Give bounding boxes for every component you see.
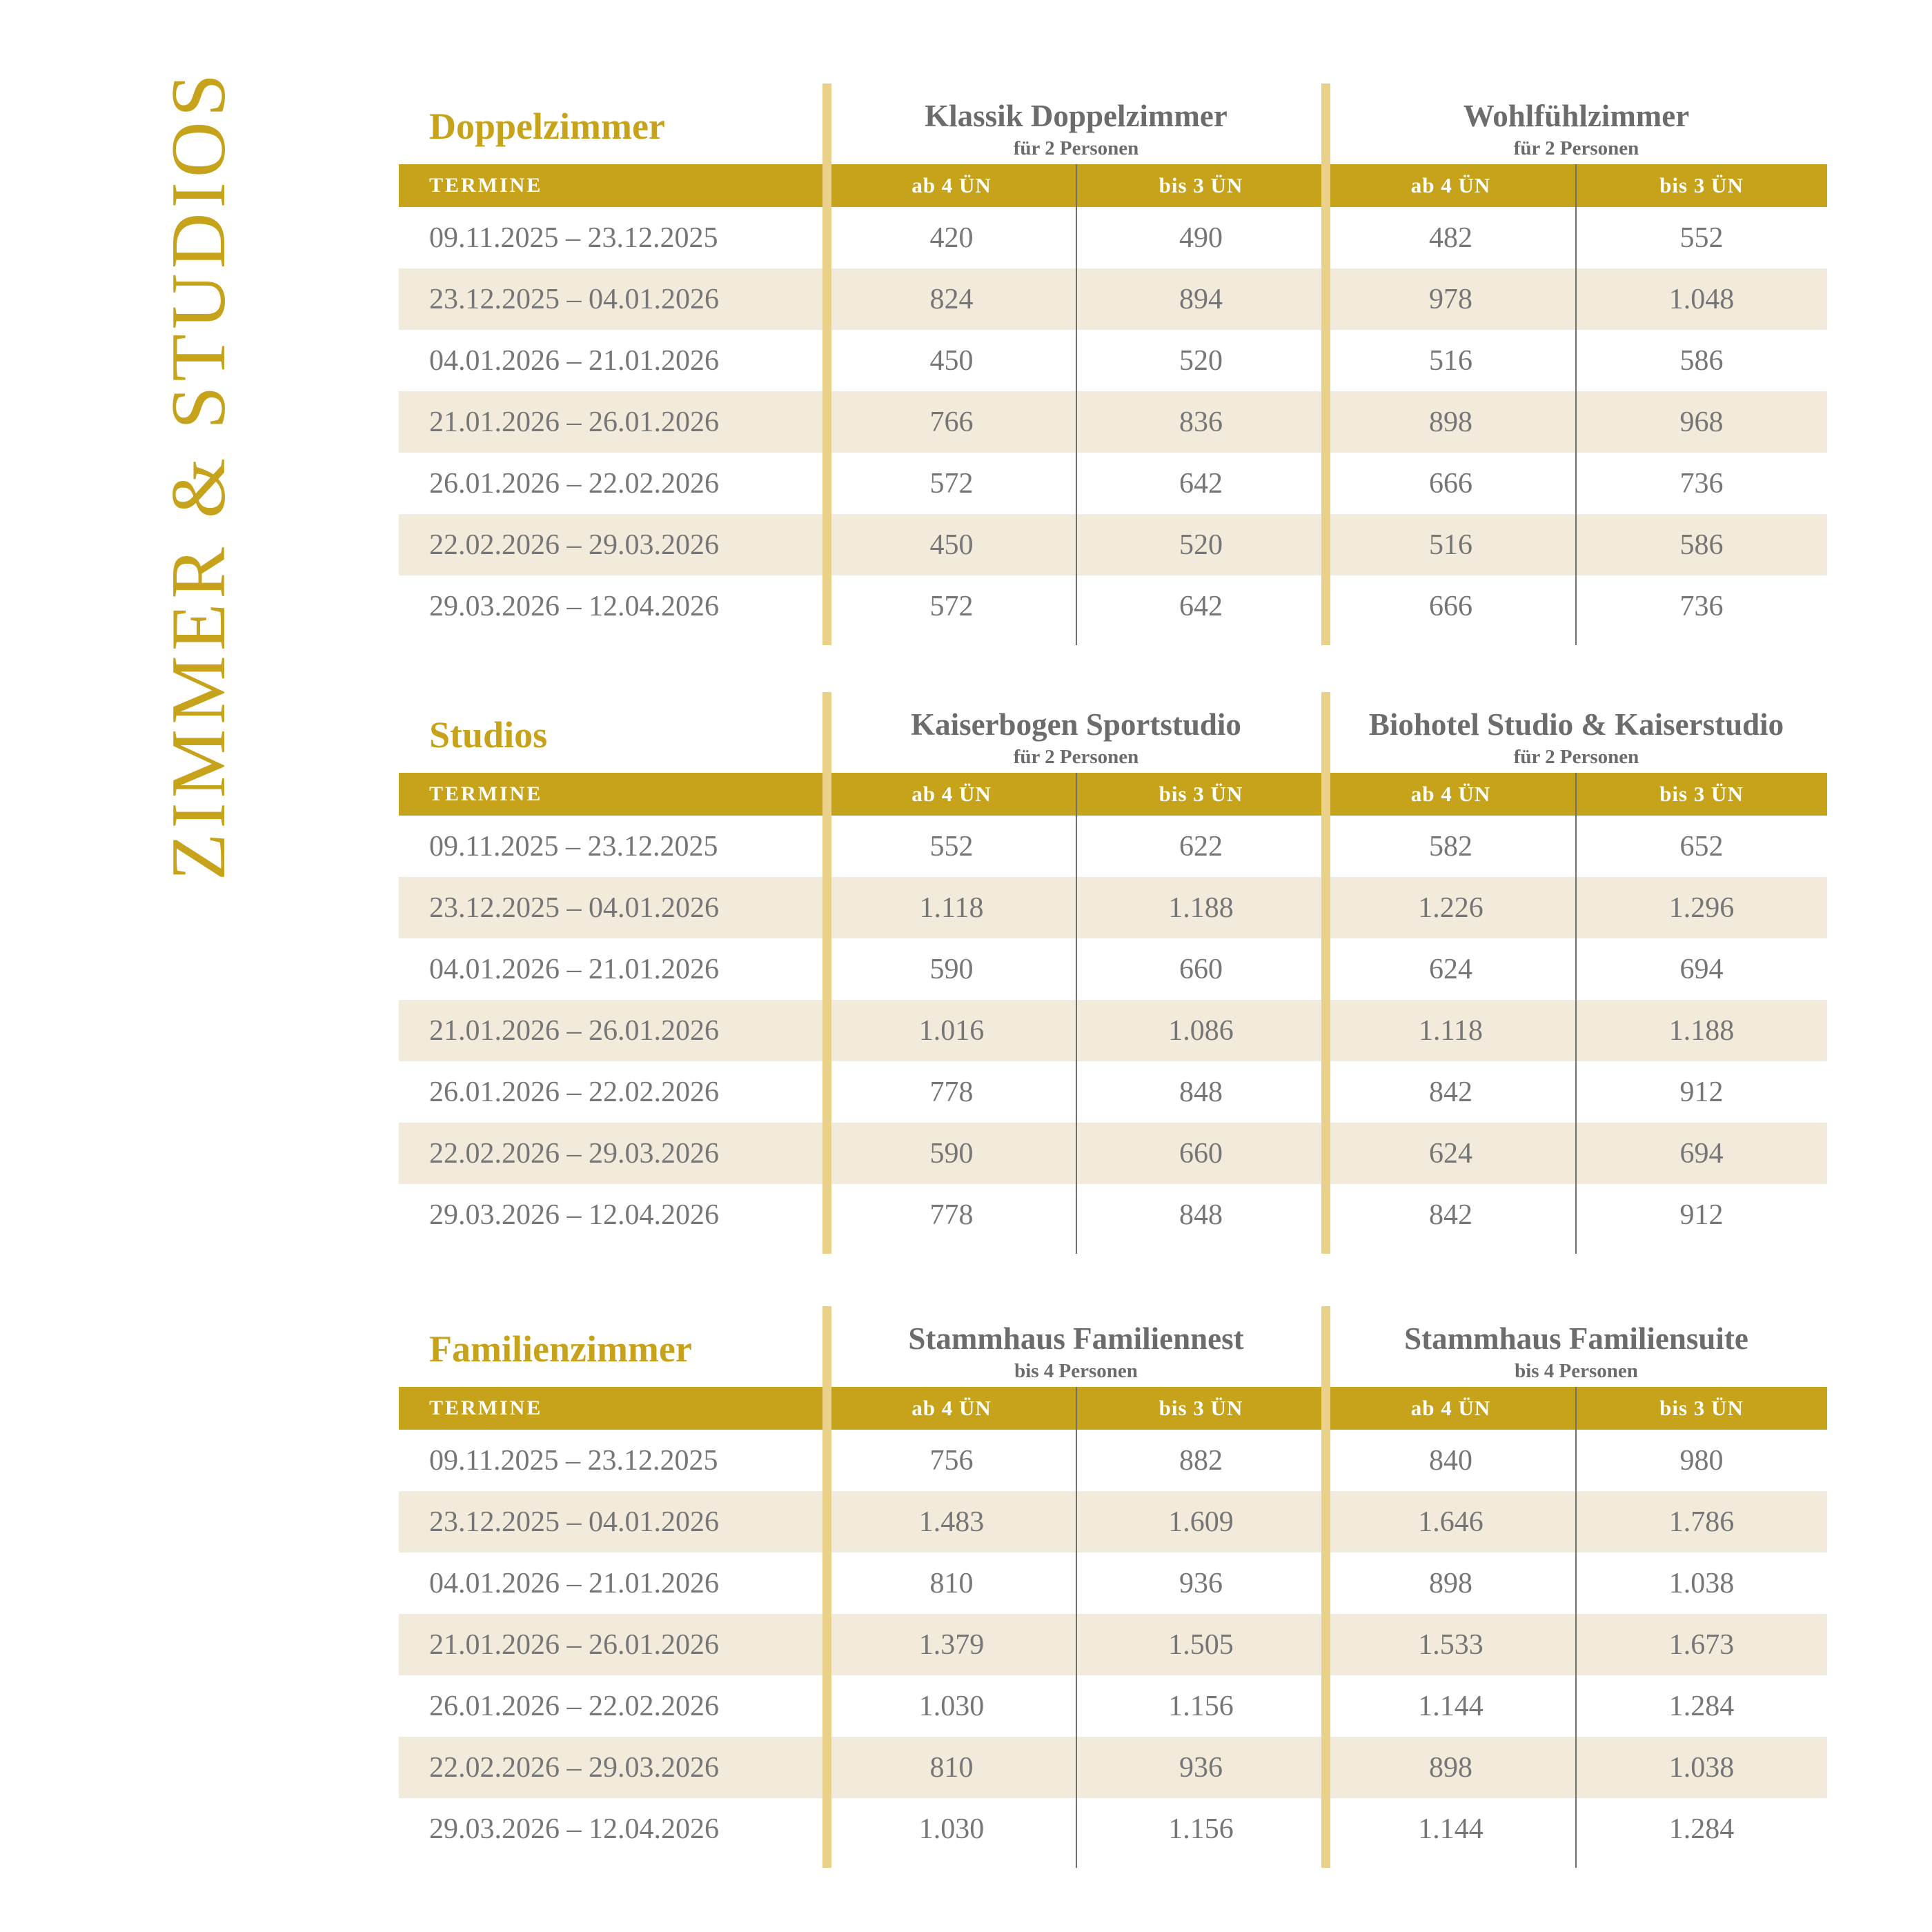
col-header-ab4: ab 4 ÜN [1410,173,1491,197]
table-row [399,1798,1827,1860]
column-group-name: Biohotel Studio & Kaiserstudio [1368,707,1784,742]
table-row [399,1123,1827,1184]
price-cell: 642 [1179,467,1223,500]
column-group-subtitle: für 2 Personen [1513,137,1639,159]
price-cell: 660 [1179,953,1223,985]
termin-cell: 23.12.2025 – 04.01.2026 [429,891,719,924]
table-title: Familienzimmer [429,1328,692,1370]
table-header-titles [399,700,1827,773]
price-cell: 624 [1429,1137,1472,1170]
termin-cell: 26.01.2026 – 22.02.2026 [429,1076,719,1108]
termin-cell: 29.03.2026 – 12.04.2026 [429,1813,719,1845]
termin-cell: 29.03.2026 – 12.04.2026 [429,590,719,622]
termine-header: TERMINE [429,1397,543,1419]
termin-cell: 21.01.2026 – 26.01.2026 [429,1014,719,1047]
price-cell: 1.646 [1418,1506,1483,1538]
price-cell: 1.118 [1419,1014,1483,1047]
divider-thin [1076,1387,1077,1868]
price-cell: 1.296 [1668,891,1735,924]
table-body [399,816,1827,1245]
table-header-bar [399,1387,1827,1430]
table-title: Doppelzimmer [429,106,665,147]
col-header-ab4: ab 4 ÜN [1410,1396,1491,1420]
price-cell: 756 [929,1444,974,1477]
price-cell: 882 [1179,1444,1223,1477]
table-section-studios [399,700,1827,1245]
termin-cell: 23.12.2025 – 04.01.2026 [429,283,719,315]
col-header-bis3: bis 3 ÜN [1159,173,1243,197]
price-cell: 516 [1429,529,1472,561]
divider-thin [1575,164,1577,645]
col-header-ab4: ab 4 ÜN [911,173,992,197]
price-cell: 968 [1679,406,1724,438]
column-group-name: Stammhaus Familiennest [908,1321,1244,1356]
price-cell: 736 [1679,590,1724,622]
table-row [399,877,1827,938]
price-cell: 660 [1179,1137,1223,1170]
price-cell: 1.118 [919,891,984,924]
column-group-name: Klassik Doppelzimmer [925,99,1228,133]
price-cell: 482 [1429,221,1472,254]
table-row [399,816,1827,877]
price-cell: 552 [1679,221,1724,254]
price-cell: 1.048 [1668,283,1735,315]
price-cell: 936 [1179,1751,1223,1784]
page-title: ZIMMER & STUDIOS [156,69,241,881]
termine-header: TERMINE [429,782,543,805]
table-row [399,1184,1827,1245]
price-cell: 736 [1679,467,1724,500]
divider-thin [1575,1387,1577,1868]
price-cell: 622 [1179,830,1223,862]
divider-thin [1575,773,1577,1254]
price-cell: 1.673 [1668,1628,1735,1661]
column-group-subtitle: für 2 Personen [1513,746,1639,768]
termine-header: TERMINE [429,174,543,197]
table-row [399,391,1827,453]
termin-cell: 22.02.2026 – 29.03.2026 [429,1751,719,1784]
table-row [399,207,1827,268]
price-cell: 590 [929,1137,974,1170]
termin-cell: 04.01.2026 – 21.01.2026 [429,344,719,377]
price-cell: 1.188 [1668,1014,1735,1047]
price-cell: 766 [929,406,974,438]
table-row [399,938,1827,1000]
price-cell: 1.609 [1168,1506,1234,1538]
column-group-1 [827,92,1325,164]
price-cell: 694 [1679,1137,1724,1170]
price-cell: 898 [1429,406,1472,438]
column-group-name: Wohlfühlzimmer [1463,99,1690,133]
table-section-doppelzimmer [399,92,1827,637]
termin-cell: 26.01.2026 – 22.02.2026 [429,1690,719,1722]
price-cell: 824 [929,283,974,315]
price-cell: 912 [1679,1076,1724,1108]
termin-cell: 04.01.2026 – 21.01.2026 [429,1567,719,1599]
price-cell: 450 [929,344,974,377]
price-cell: 1.188 [1168,891,1234,924]
price-cell: 590 [929,953,974,985]
price-cell: 516 [1429,344,1472,377]
price-cell: 420 [929,221,974,254]
price-cell: 980 [1679,1444,1724,1477]
table-section-familienzimmer [399,1314,1827,1860]
price-cell: 1.030 [918,1690,985,1722]
divider-gold [822,1306,831,1868]
col-header-bis3: bis 3 ÜN [1159,1396,1243,1420]
termin-cell: 21.01.2026 – 26.01.2026 [429,1628,719,1661]
price-cell: 642 [1179,590,1223,622]
table-header-bar [399,164,1827,207]
termin-cell: 22.02.2026 – 29.03.2026 [429,529,719,561]
price-cell: 1.086 [1168,1014,1234,1047]
table-body [399,207,1827,637]
table-row [399,453,1827,514]
table-row [399,1491,1827,1552]
price-cell: 1.144 [1418,1813,1483,1845]
table-row [399,268,1827,330]
price-cell: 652 [1679,830,1724,862]
price-cell: 1.284 [1668,1813,1735,1845]
col-header-bis3: bis 3 ÜN [1659,1396,1744,1420]
price-cell: 898 [1429,1751,1472,1784]
price-cell: 1.226 [1418,891,1483,924]
price-cell: 1.533 [1418,1628,1483,1661]
price-cell: 520 [1179,529,1223,561]
termin-cell: 29.03.2026 – 12.04.2026 [429,1199,719,1231]
table-row [399,1430,1827,1491]
price-cell: 778 [929,1076,974,1108]
table-row [399,1737,1827,1798]
price-cell: 586 [1679,529,1724,561]
table-row [399,330,1827,391]
col-header-bis3: bis 3 ÜN [1159,782,1243,806]
column-group-subtitle: für 2 Personen [1013,746,1139,768]
price-cell: 666 [1429,590,1472,622]
table-row [399,1061,1827,1123]
price-cell: 912 [1679,1199,1724,1231]
price-cell: 490 [1179,221,1223,254]
table-title: Studios [429,714,548,756]
table-header-bar [399,773,1827,816]
price-cell: 572 [929,590,974,622]
price-cell: 836 [1179,406,1223,438]
column-group-1 [827,1314,1325,1387]
price-cell: 894 [1179,283,1223,315]
termin-cell: 21.01.2026 – 26.01.2026 [429,406,719,438]
price-cell: 810 [929,1567,974,1599]
divider-gold [822,692,831,1254]
col-header-bis3: bis 3 ÜN [1659,782,1744,806]
termin-cell: 23.12.2025 – 04.01.2026 [429,1506,719,1538]
price-cell: 520 [1179,344,1223,377]
price-cell: 1.379 [918,1628,985,1661]
price-cell: 1.144 [1418,1690,1483,1722]
price-cell: 1.030 [918,1813,985,1845]
price-cell: 810 [929,1751,974,1784]
column-group-1 [827,700,1325,773]
column-group-subtitle: bis 4 Personen [1515,1360,1638,1382]
price-cell: 1.038 [1668,1567,1735,1599]
price-cell: 898 [1429,1567,1472,1599]
termin-cell: 04.01.2026 – 21.01.2026 [429,953,719,985]
termin-cell: 22.02.2026 – 29.03.2026 [429,1137,719,1170]
price-cell: 1.038 [1668,1751,1735,1784]
divider-thin [1076,164,1077,645]
column-group-2 [1325,92,1827,164]
table-row [399,514,1827,575]
table-body [399,1430,1827,1860]
column-group-name: Stammhaus Familiensuite [1404,1321,1748,1356]
price-cell: 1.786 [1668,1506,1735,1538]
price-cell: 842 [1429,1199,1472,1231]
price-cell: 1.505 [1168,1628,1234,1661]
price-cell: 694 [1679,953,1724,985]
price-cell: 582 [1429,830,1472,862]
table-row [399,1552,1827,1614]
divider-gold [1321,83,1330,645]
table-row [399,1675,1827,1737]
table-header-titles [399,1314,1827,1387]
col-header-ab4: ab 4 ÜN [911,782,992,806]
col-header-bis3: bis 3 ÜN [1659,173,1744,197]
price-cell: 552 [929,830,974,862]
col-header-ab4: ab 4 ÜN [911,1396,992,1420]
column-group-2 [1325,700,1827,773]
table-header-titles [399,92,1827,164]
price-cell: 1.284 [1668,1690,1735,1722]
price-cell: 572 [929,467,974,500]
column-group-subtitle: für 2 Personen [1013,137,1139,159]
price-cell: 778 [929,1199,974,1231]
table-row [399,1614,1827,1675]
divider-gold [1321,1306,1330,1868]
price-cell: 936 [1179,1567,1223,1599]
price-cell: 624 [1429,953,1472,985]
column-group-2 [1325,1314,1827,1387]
column-group-subtitle: bis 4 Personen [1014,1360,1138,1382]
price-cell: 1.156 [1168,1690,1234,1722]
termin-cell: 26.01.2026 – 22.02.2026 [429,467,719,500]
price-cell: 842 [1429,1076,1472,1108]
price-cell: 666 [1429,467,1472,500]
price-cell: 978 [1429,283,1472,315]
price-cell: 1.483 [918,1506,985,1538]
col-header-ab4: ab 4 ÜN [1410,782,1491,806]
column-group-name: Kaiserbogen Sportstudio [911,707,1241,742]
termin-cell: 09.11.2025 – 23.12.2025 [429,1444,718,1477]
divider-gold [1321,692,1330,1254]
table-row [399,1000,1827,1061]
price-cell: 840 [1429,1444,1472,1477]
price-cell: 586 [1679,344,1724,377]
divider-thin [1076,773,1077,1254]
termin-cell: 09.11.2025 – 23.12.2025 [429,221,718,254]
price-cell: 1.016 [918,1014,985,1047]
price-cell: 848 [1179,1076,1223,1108]
price-cell: 848 [1179,1199,1223,1231]
table-row [399,575,1827,637]
termin-cell: 09.11.2025 – 23.12.2025 [429,830,718,862]
price-cell: 1.156 [1168,1813,1234,1845]
price-cell: 450 [929,529,974,561]
divider-gold [822,83,831,645]
